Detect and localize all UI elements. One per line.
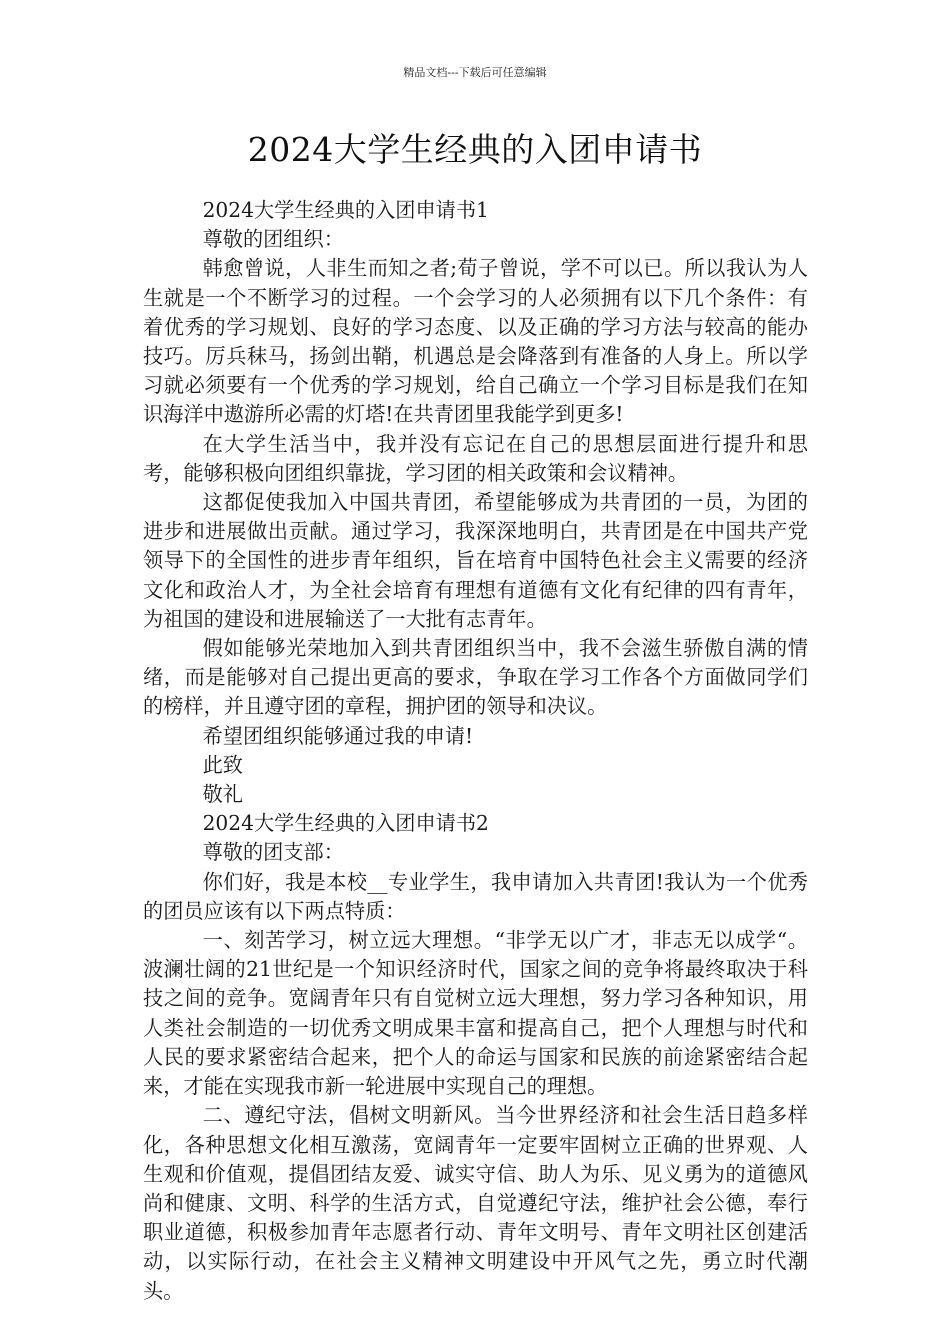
- paragraph-body: 二、遵纪守法，倡树文明新风。当今世界经济和社会生活日趋多样化，各种思想文化相互激荡，宽阔青年一定要牢固树立正确的世界观、人生观和价值观，提倡团结友爱、诚实守信、助人为乐、见义勇为的道德风尚和健康、文明、科学的生活方式，自觉遵纪守法，维护社会公德，奉行职业道德，积极参加青年志愿者行动、青年文明号、青年文明社区创建活动，以实际行动，在社会主义精神文明建设中开风气之先，勇立时代潮头。: [143, 1103, 808, 1303]
- closing-jingli: 敬礼: [202, 782, 243, 807]
- paragraph-body: 希望团组织能够通过我的申请!: [202, 723, 474, 748]
- paragraph-salutation-1: 尊敬的团组织：: [202, 227, 344, 252]
- document-header-note: 精品文档---下载后可任意编辑: [403, 66, 547, 79]
- paragraph-body: 你们好，我是本校__专业学生，我申请加入共青团!我认为一个优秀的团员应该有以下两点特质：: [143, 869, 808, 923]
- paragraph-salutation-2: 尊敬的团支部：: [202, 840, 344, 865]
- document-title: 2024大学生经典的入团申请书: [247, 130, 703, 169]
- paragraph-letter1-heading: 2024大学生经典的入团申请书1: [202, 198, 489, 222]
- paragraph-body: 韩愈曾说，人非生而知之者;荀子曾说，学不可以已。所以我认为人生就是一个不断学习的过程。一个会学习的人必须拥有以下几个条件：有着优秀的学习规划、良好的学习态度、以及正确的学习方法与较高的能办技巧。厉兵秣马，扬剑出鞘，机遇总是会降落到有准备的人身上。所以学习就必须要有一个优秀的学习规划，给自己确立一个学习目标是我们在知识海洋中遨游所必需的灯塔!在共青团里我能学到更多!: [143, 256, 808, 427]
- document-body: [143, 196, 808, 1306]
- paragraph-letter2-heading: 2024大学生经典的入团申请书2: [202, 811, 489, 836]
- paragraph-body: 这都促使我加入中国共青团，希望能够成为共青团的一员，为团的进步和进展做出贡献。通过学习，我深深地明白，共青团是在中国共产党领导下的全国性的进步青年组织，旨在培育中国特色社会主义需要的经济文化和政治人才，为全社会培育有理想有道德有文化有纪律的四有青年，为祖国的建设和进展输送了一大批有志青年。: [143, 490, 808, 631]
- closing-cizhi: 此致: [202, 752, 243, 777]
- paragraph-body: 在大学生活当中，我并没有忘记在自己的思想层面进行提升和思考，能够积极向团组织靠拢，学习团的相关政策和会议精神。: [143, 431, 808, 485]
- paragraph-body: 假如能够光荣地加入到共青团组织当中，我不会滋生骄傲自满的情绪，而是能够对自己提出更高的要求，争取在学习工作各个方面做同学们的榜样，并且遵守团的章程，拥护团的领导和决议。: [143, 636, 808, 719]
- paragraph-body: 一、刻苦学习，树立远大理想。“非学无以广才，非志无以成学“。波澜壮阔的21世纪是一个知识经济时代，国家之间的竞争将最终取决于科技之间的竞争。宽阔青年只有自觉树立远大理想，努力学习各种知识，用人类社会制造的一切优秀文明成果丰富和提高自己，把个人理想与时代和人民的要求紧密结合起来，把个人的命运与国家和民族的前途紧密结合起来，才能在实现我市新一轮进展中实现自己的理想。: [143, 928, 808, 1099]
